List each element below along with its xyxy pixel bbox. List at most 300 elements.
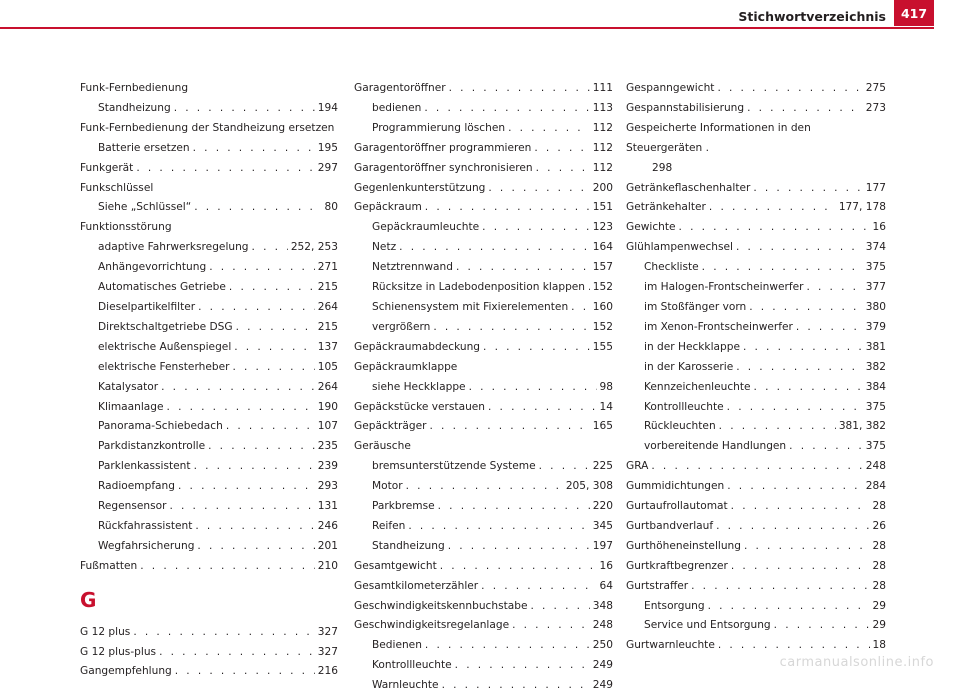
entry-page: 164: [592, 241, 613, 254]
index-subentry: [626, 398, 886, 418]
entry-page: 327: [317, 645, 338, 658]
entry-page: 64: [599, 579, 613, 592]
entry-page: 29: [872, 599, 886, 612]
dot-leader: [708, 597, 870, 617]
entry-page: 137: [317, 340, 338, 353]
index-entry: [626, 477, 886, 497]
dot-leader: [425, 636, 590, 656]
entry-page: 381: [865, 340, 886, 353]
entry-page: 297: [317, 161, 338, 174]
entry-text: Parkdistanzkontrolle: [98, 440, 206, 453]
dot-leader: [229, 278, 315, 298]
dot-leader: [252, 238, 288, 258]
entry-text: in der Karosserie: [644, 360, 734, 373]
index-subentry: [80, 278, 338, 298]
entry-text: Gurtwarnleuchte: [626, 639, 715, 652]
entry-text: Gespeicherte Informationen in den Steuergeräten .: [626, 121, 811, 154]
index-entry: [354, 139, 613, 159]
dot-leader: [482, 218, 590, 238]
index-subentry: [80, 417, 338, 437]
entry-text: Reifen: [372, 519, 406, 532]
entry-text: Rückfahrassistent: [98, 519, 193, 532]
dot-leader: [747, 99, 863, 119]
entry-page: 28: [872, 539, 886, 552]
dot-leader: [727, 398, 863, 418]
entry-text: Getränkehalter: [626, 201, 706, 214]
entry-page: 239: [317, 460, 338, 473]
dot-leader: [774, 616, 870, 636]
entry-text: Standheizung: [98, 101, 171, 114]
dot-leader: [167, 398, 315, 418]
entry-page: 177, 178: [838, 201, 886, 214]
dot-leader: [226, 417, 315, 437]
index-subentry: [354, 318, 613, 338]
index-entry: [626, 198, 886, 218]
index-subentry: [626, 437, 886, 457]
index-entry: [626, 179, 886, 199]
entry-page: 157: [592, 261, 613, 274]
index-subentry: [354, 278, 613, 298]
page-number-badge: 417: [894, 0, 934, 26]
entry-text: Anhängevorrichtung: [98, 261, 207, 274]
entry-page: 107: [317, 420, 338, 433]
index-subentry: [626, 258, 886, 278]
entry-page: 113: [592, 101, 613, 114]
index-subentry: [626, 597, 886, 617]
dot-leader: [530, 597, 589, 617]
index-subentry: [80, 99, 338, 119]
index-subentry: [80, 497, 338, 517]
entry-text: Rückleuchten: [644, 420, 716, 433]
dot-leader: [731, 497, 870, 517]
header-divider: [0, 27, 934, 29]
entry-page: 271: [317, 261, 338, 274]
dot-leader: [197, 537, 314, 557]
entry-page: 215: [317, 281, 338, 294]
entry-page: 26: [872, 519, 886, 532]
dot-leader: [469, 378, 597, 398]
entry-page: 284: [865, 480, 886, 493]
entry-text: Netztrennwand: [372, 261, 453, 274]
entry-text: Checkliste: [644, 261, 699, 274]
entry-text: Garagentoröffner synchronisieren: [354, 161, 533, 174]
dot-leader: [806, 278, 862, 298]
index-subentry: [354, 258, 613, 278]
entry-text: Kennzeichenleuchte: [644, 380, 751, 393]
index-entry: [80, 557, 338, 577]
entry-text: Katalysator: [98, 380, 159, 393]
dot-leader: [539, 457, 590, 477]
index-subentry: [80, 517, 338, 537]
entry-page: 80: [324, 201, 338, 214]
index-entry: [354, 557, 613, 577]
dot-leader: [536, 159, 590, 179]
entry-page: 111: [592, 82, 613, 94]
index-column-2: [354, 79, 613, 696]
entry-text: Gesamtkilometerzähler: [354, 579, 479, 592]
entry-page: 210: [317, 559, 338, 572]
entry-text: bedienen: [372, 101, 422, 114]
entry-text: adaptive Fahrwerksregelung: [98, 241, 249, 254]
entry-page: 200: [592, 181, 613, 194]
index-subentry: [80, 139, 338, 159]
dot-leader: [718, 636, 870, 656]
entry-page: 177: [865, 181, 886, 194]
entry-text: Gespannstabilisierung: [626, 101, 745, 114]
entry-page: 235: [317, 440, 338, 453]
entry-text: Radioempfang: [98, 480, 175, 493]
entry-page: 16: [872, 221, 886, 234]
index-subentry: [626, 358, 886, 378]
index-subentry: [626, 378, 886, 398]
entry-text: Schienensystem mit Fixierelementen: [372, 300, 569, 313]
dot-leader: [408, 517, 589, 537]
entry-text: Gesamtgewicht: [354, 559, 437, 572]
dot-leader: [455, 656, 590, 676]
dot-leader: [433, 318, 589, 338]
index-entry: [626, 557, 886, 577]
entry-page: 105: [317, 360, 338, 373]
dot-leader: [512, 616, 590, 636]
entry-page: 194: [317, 101, 338, 114]
entry-page: 379: [865, 320, 886, 333]
entry-page: 248: [592, 619, 613, 632]
entry-text: Rücksitze in Ladebodenposition klappen: [372, 281, 586, 294]
index-heading: Funkschlüssel: [80, 181, 154, 194]
entry-text: Gummidichtungen: [626, 480, 725, 493]
entry-page: 165: [592, 420, 613, 433]
dot-leader: [716, 517, 869, 537]
index-subentry: [354, 676, 613, 696]
entry-text: Gespanngewicht: [626, 82, 715, 94]
dot-leader: [209, 258, 315, 278]
dot-leader: [702, 258, 863, 278]
index-entry: [626, 79, 886, 99]
entry-text: Standheizung: [372, 539, 445, 552]
entry-page: 225: [592, 460, 613, 473]
entry-text: GRA: [626, 460, 649, 473]
entry-text: Gepäckraumabdeckung: [354, 340, 481, 353]
entry-page: 293: [317, 480, 338, 493]
entry-page: 112: [592, 141, 613, 154]
index-subentry: [80, 358, 338, 378]
dot-leader: [789, 437, 863, 457]
index-entry: [626, 457, 886, 477]
entry-page: 216: [317, 665, 338, 678]
index-entry: [626, 517, 886, 537]
index-subentry: [354, 477, 613, 497]
index-subentry: [354, 636, 613, 656]
index-subentry: [80, 318, 338, 338]
entry-page: 151: [592, 201, 613, 214]
index-entry: [626, 119, 886, 179]
index-entry: [354, 179, 613, 199]
entry-text: Glühlampenwechsel: [626, 241, 733, 254]
dot-leader: [753, 179, 862, 199]
entry-page: 195: [317, 141, 338, 154]
entry-text: Service und Entsorgung: [644, 619, 771, 632]
section-letter: G: [80, 587, 97, 612]
entry-page: 375: [865, 261, 886, 274]
index-subentry: [626, 298, 886, 318]
dot-leader: [195, 517, 314, 537]
dot-leader: [174, 99, 315, 119]
dot-leader: [178, 477, 315, 497]
index-subentry: [354, 218, 613, 238]
index-subentry: [80, 238, 338, 258]
entry-page: 380: [865, 300, 886, 313]
entry-page: 152: [592, 320, 613, 333]
entry-page: 250: [592, 639, 613, 652]
entry-page: 220: [592, 500, 613, 513]
entry-page: 249: [592, 659, 613, 672]
index-subentry: [80, 398, 338, 418]
index-subentry: [626, 417, 886, 437]
entry-text: G 12 plus-plus: [80, 645, 157, 658]
dot-leader: [651, 457, 862, 477]
dot-leader: [232, 358, 314, 378]
index-subentry: [354, 378, 613, 398]
index-heading: Geräusche: [354, 440, 411, 453]
dot-leader: [456, 258, 590, 278]
entry-page: 273: [865, 101, 886, 114]
index-entry: [80, 662, 338, 682]
entry-text: vergrößern: [372, 320, 431, 333]
index-entry: [354, 398, 613, 418]
entry-text: Batterie ersetzen: [98, 141, 190, 154]
entry-text: Gewichte: [626, 221, 676, 234]
dot-leader: [736, 358, 863, 378]
section-title: Stichwortverzeichnis: [738, 9, 886, 24]
entry-page: 246: [317, 519, 338, 532]
entry-text: Parklenkassistent: [98, 460, 191, 473]
entry-page: 375: [865, 400, 886, 413]
entry-page: 377: [865, 281, 886, 294]
entry-text: Klimaanlage: [98, 400, 164, 413]
index-subentry: [80, 338, 338, 358]
entry-text: Automatisches Getriebe: [98, 281, 226, 294]
entry-text: Gepäckstücke verstauen: [354, 400, 486, 413]
index-subentry: [80, 298, 338, 318]
entry-text: bremsunterstützende Systeme: [372, 460, 536, 473]
index-heading: Funktionsstörung: [80, 221, 172, 234]
entry-text: Bedienen: [372, 639, 422, 652]
index-subentry: [626, 318, 886, 338]
dot-leader: [175, 662, 315, 682]
dot-leader: [424, 99, 589, 119]
index-subentry: [354, 537, 613, 557]
index-entry: [354, 159, 613, 179]
entry-page: 160: [592, 300, 613, 313]
entry-text: Gurtkraftbegrenzer: [626, 559, 728, 572]
dot-leader: [717, 79, 862, 99]
entry-text: Fußmatten: [80, 559, 138, 572]
index-subentry: [354, 656, 613, 676]
entry-text: Geschwindigkeitsregelanlage: [354, 619, 510, 632]
dot-leader: [208, 437, 315, 457]
index-entry: [354, 338, 613, 358]
entry-text: im Stoßfänger vorn: [644, 300, 747, 313]
index-subentry: [354, 99, 613, 119]
dot-leader: [133, 623, 314, 643]
entry-text: Gurtstraffer: [626, 579, 689, 592]
entry-text: Kontrollleuchte: [372, 659, 452, 672]
entry-text: G 12 plus: [80, 625, 131, 638]
entry-page: 264: [317, 300, 338, 313]
entry-page: 197: [592, 539, 613, 552]
index-subentry: [354, 298, 613, 318]
entry-page: 14: [599, 400, 613, 413]
entry-page: 348: [592, 599, 613, 612]
dot-leader: [399, 238, 590, 258]
entry-page: 264: [317, 380, 338, 393]
entry-text: Gurtbandverlauf: [626, 519, 714, 532]
dot-leader: [440, 557, 597, 577]
dot-leader: [691, 577, 869, 597]
index-entry: [626, 497, 886, 517]
entry-text: Getränkeflaschenhalter: [626, 181, 751, 194]
entry-text: elektrische Außenspiegel: [98, 340, 232, 353]
entry-text: Gurthöheneinstellung: [626, 539, 741, 552]
entry-text: vorbereitende Handlungen: [644, 440, 787, 453]
dot-leader: [442, 676, 590, 696]
index-subentry: [80, 258, 338, 278]
index-subentry: [80, 477, 338, 497]
entry-page: 382: [865, 360, 886, 373]
dot-leader: [159, 643, 315, 663]
dot-leader: [731, 557, 870, 577]
entry-text: im Halogen-Frontscheinwerfer: [644, 281, 804, 294]
dot-leader: [236, 318, 315, 338]
dot-leader: [234, 338, 315, 358]
entry-text: Netz: [372, 241, 397, 254]
dot-leader: [161, 378, 315, 398]
entry-page: 215: [317, 320, 338, 333]
index-subentry: [80, 378, 338, 398]
dot-leader: [430, 417, 590, 437]
index-subentry: [80, 198, 338, 218]
dot-leader: [508, 119, 590, 139]
entry-page: 298: [652, 161, 673, 174]
index-subentry: [626, 338, 886, 358]
dot-leader: [488, 398, 597, 418]
index-entry: [354, 79, 613, 99]
index-entry: [354, 616, 613, 636]
entry-text: in der Heckklappe: [644, 340, 740, 353]
entry-text: Motor: [372, 480, 403, 493]
dot-leader: [488, 179, 589, 199]
entry-text: im Xenon-Frontscheinwerfer: [644, 320, 793, 333]
watermark: carmanualsonline.info: [779, 655, 934, 670]
dot-leader: [193, 139, 315, 159]
dot-leader: [709, 198, 836, 218]
index-subentry: [80, 437, 338, 457]
index-entry: [354, 577, 613, 597]
dot-leader: [438, 497, 590, 517]
index-subentry: [626, 616, 886, 636]
dot-leader: [448, 537, 590, 557]
entry-text: Gepäckraum: [354, 201, 422, 214]
index-subentry: [354, 119, 613, 139]
dot-leader: [481, 577, 596, 597]
index-subentry: [354, 517, 613, 537]
entry-page: 201: [317, 539, 338, 552]
dot-leader: [406, 477, 563, 497]
entry-text: Direktschaltgetriebe DSG: [98, 320, 233, 333]
entry-text: Siehe „Schlüssel“: [98, 201, 192, 214]
dot-leader: [727, 477, 863, 497]
entry-page: 155: [592, 340, 613, 353]
entry-page: 190: [317, 400, 338, 413]
dot-leader: [449, 79, 590, 99]
index-subentry: [80, 457, 338, 477]
entry-text: Warnleuchte: [372, 679, 439, 692]
dot-leader: [194, 457, 315, 477]
entry-page: 345: [592, 519, 613, 532]
entry-page: 152: [592, 281, 613, 294]
entry-page: 28: [872, 579, 886, 592]
index-entry: [626, 99, 886, 119]
index-heading: Funk-Fernbedienung: [80, 82, 189, 94]
dot-leader: [749, 298, 863, 318]
entry-text: Gurtaufrollautomat: [626, 500, 728, 513]
dot-leader: [796, 318, 863, 338]
entry-page: 28: [872, 559, 886, 572]
entry-page: 123: [592, 221, 613, 234]
index-entry: [80, 623, 338, 643]
entry-page: 18: [872, 639, 886, 652]
dot-leader: [483, 338, 590, 358]
entry-text: Panorama-Schiebedach: [98, 420, 223, 433]
index-entry: [354, 198, 613, 218]
index-subentry: [354, 238, 613, 258]
entry-page: 374: [865, 241, 886, 254]
index-subentry: [354, 497, 613, 517]
entry-page: 252, 253: [290, 241, 338, 254]
dot-leader: [719, 417, 836, 437]
dot-leader: [588, 278, 590, 298]
entry-text: Programmierung löschen: [372, 121, 506, 134]
index-entry: [626, 218, 886, 238]
entry-text: Dieselpartikelfilter: [98, 300, 196, 313]
dot-leader: [169, 497, 314, 517]
entry-text: Gepäckraumleuchte: [372, 221, 480, 234]
entry-page: 249: [592, 679, 613, 692]
dot-leader: [198, 298, 315, 318]
entry-page: 29: [872, 619, 886, 632]
index-entry: [626, 636, 886, 656]
dot-leader: [136, 159, 314, 179]
index-entry: [626, 577, 886, 597]
index-column-1: [80, 79, 338, 682]
entry-text: siehe Heckklappe: [372, 380, 466, 393]
entry-text: Wegfahrsicherung: [98, 539, 195, 552]
entry-text: Gepäckträger: [354, 420, 427, 433]
index-column-3: [626, 79, 886, 656]
entry-text: elektrische Fensterheber: [98, 360, 230, 373]
dot-leader: [679, 218, 870, 238]
entry-page: 248: [865, 460, 886, 473]
index-entry: [626, 238, 886, 258]
entry-page: 384: [865, 380, 886, 393]
entry-page: 131: [317, 500, 338, 513]
entry-page: 375: [865, 440, 886, 453]
entry-text: Geschwindigkeitskennbuchstabe: [354, 599, 528, 612]
dot-leader: [743, 338, 863, 358]
index-heading: Funk-Fernbedienung der Standheizung ersetzen: [80, 121, 335, 134]
dot-leader: [140, 557, 315, 577]
entry-page: 98: [599, 380, 613, 393]
